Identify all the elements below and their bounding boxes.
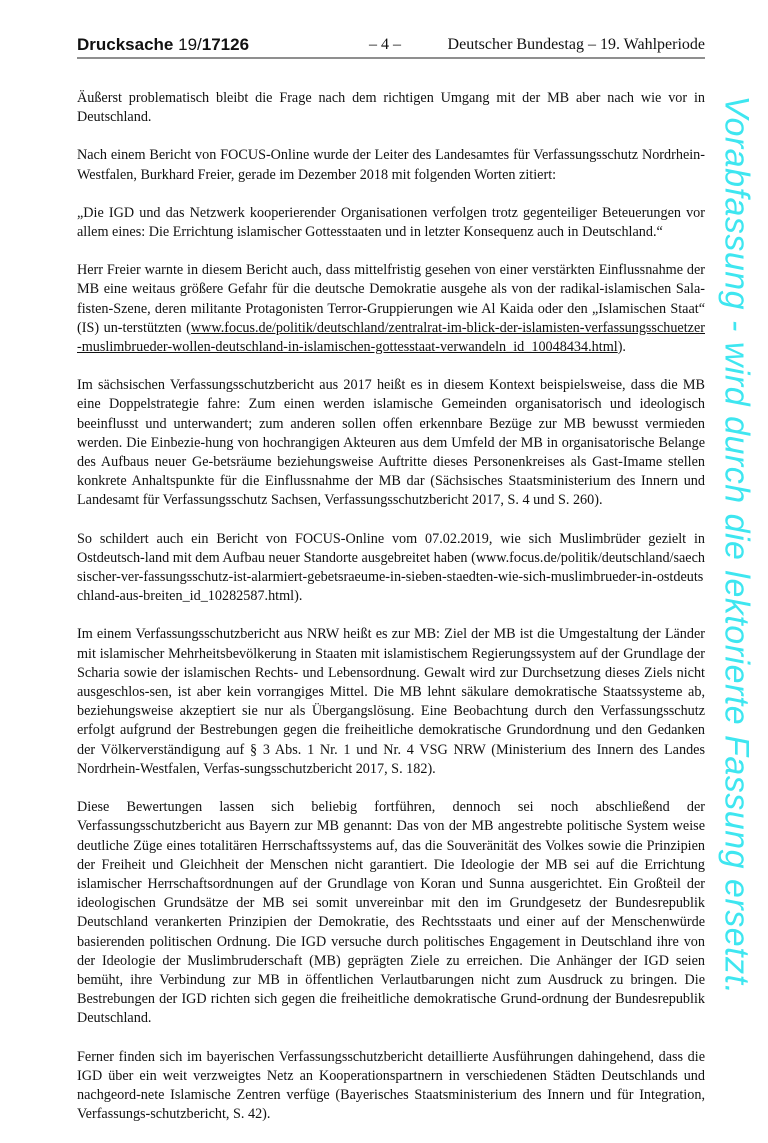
paragraph-9: Ferner finden sich im bayerischen Verfassungsschutzbericht detaillierte Ausführungen dahingehend, dass die IGD über ein weit verzweigtes Netz an Kooperationspartnern in verschiedenen Städten Deutschlands und nachgeord-nete Islamische Zentren verfüge (Bayerisches Staatsministerium des Innern und für Integration, Verfassungs-schutzbericht, S. 42). (77, 1048, 705, 1123)
paragraph-8: Diese Bewertungen lassen sich beliebig fortführen, dennoch sei noch abschließend der Verfassungsschutzbericht aus Bayern zur MB genannt: Das von der MB angestrebte politische System weise deutliche Züge eines totalitären Herrschaftssystems auf, das die Souveränität des Volkes sowie die Prinzipien der Freiheit und Gleichheit der Menschen nicht garantiert. Die Ideologie der MB sei auf die Errichtung islamischer Herrschaftsordnungen auf der Grundlage von Koran und Sunna ausgerichtet. Ein Großteil der ideologischen Grundsätze der MB sei somit unvereinbar mit den im Grundgesetz der Bundesrepublik Deutschland verankerten Prinzipien der Demokratie, des Rechtsstaats und einer auf der Menschenwürde basierenden politischen Ordnung. Die IGD versuche durch politisches Engagement in Deutschland ihre von der Ideologie der Muslimbruderschaft (MB) geprägten Ziele zu erreichen. Die Anhänger der IGD seien bemüht, ihre Verbindung zur MB in öffentlichen Verlautbarungen nicht zum Ausdruck zu bringen. Die Bestrebungen der IGD richten sich gegen die freiheitliche demokratische Grund-ordnung der Bundesrepublik Deutschland. (77, 799, 705, 1027)
focus-article-url: www.focus.de/politik/deutschland/saechsischer-ver-fassungsschutz-ist-alarmiert-gebetsraeume-in-sieben-staedten-wie-sich-muslimbrueder-in-ostdeutschland-aus-breiten_id_10282587.html (77, 549, 705, 605)
legislature-period: Deutscher Bundestag – 19. Wahlperiode (447, 36, 705, 53)
document-number: 17126 (201, 35, 250, 54)
focus-article-link[interactable]: www.focus.de/politik/deutschland/zentralrat-im-blick-der-islamisten-verfassungsschuetzer-muslimbrueder-wollen-deutschland-in-islamischen-gottesstaat-verwandeln_id_10048434.html (77, 319, 705, 356)
paragraph-6 (77, 530, 705, 607)
page-number: – 4 – (369, 36, 401, 53)
paragraph-4-text: Herr Freier warnte in diesem Bericht auch, dass mittelfristig gesehen von einer verstärkten Einflussnahme der MB eine weitaus größere Gefahr für die deutsche Demokratie ausgehe als von der radikal-islamischen Sala-fisten-Szene, deren militante Protagonisten Terror-Gruppierungen wie Al Kaida oder den „Islamischen Staat“ (IS) un-terstützten (77, 262, 705, 336)
paragraph-6-close: ). (294, 588, 303, 605)
paragraph-7: Im einem Verfassungsschutzbericht aus NRW heißt es zur MB: Ziel der MB ist die Umgestaltung der Länder mit islamischer Mehrheitsbevölkerung in Staaten mit islamistischem Regierungssystem auf der Grundlage der Scharia sowie der islamischen Rechts- und Lebensordnung. Gewalt wird zur Durchsetzung dieses Ziels nicht ausgeschlos-sen, ist aber kein vorrangiges Mittel. Die MB lehnt säkulare demokratische Staatssysteme ab, beziehungsweise akzeptiert sie nur als Übergangslösung. Eine Beobachtung durch den Verfassungsschutz erfolgt aufgrund der Bestrebungen gegen die freiheitliche demokratische Grundordnung und den Gedanken der Völkerverständigung auf § 3 Abs. 1 Nr. 1 und Nr. 4 VSG NRW (Ministerium des Innern des Landes Nordrhein-Westfalen, Verfas-sungsschutzbericht 2017, S. 182). (77, 626, 705, 777)
document-body (77, 89, 705, 1143)
paragraph-5: Im sächsischen Verfassungsschutzbericht aus 2017 heißt es in diesem Kontext beispielsweise, dass die MB eine Doppelstrategie fahre: Zum einen werden islamische Gemeinden organisatorisch und ideologisch beeinflusst und unterwandert; zum anderen sollen offen erkennbare Bezüge zur MB bewusst vermieden werden. Die Einbezie-hung von hochrangigen Akteuren aus dem Umfeld der MB in organisatorische Belange des Aufbaus neuer Ge-betsräume beziehungsweise Auftritte dieses Personenkreises als Gast-Imame stellen konkrete Anhaltspunkte für die Einflussnahme der MB dar (Sächsisches Staatsministerium des Innern und Landesamt für Verfassungsschutz Sachsen, Verfassungsschutzbericht 2017, S. 4 und S. 260). (77, 377, 705, 509)
paragraph-4-close: ). (617, 339, 626, 356)
document-number-prefix: 19/ (178, 35, 202, 54)
document-id (77, 34, 249, 56)
watermark-text: Vorabfassung - wird durch die lektorierte Fassung ersetzt. (717, 95, 756, 995)
paragraph-2: Nach einem Bericht von FOCUS-Online wurde der Leiter des Landesamtes für Verfassungsschutz Nordrhein-Westfalen, Burkhard Freier, gerade im Dezember 2018 mit folgenden Worten zitiert: (77, 147, 705, 183)
document-label: Drucksache (77, 35, 174, 54)
paragraph-6-text: So schildert auch ein Bericht von FOCUS-Online vom 07.02.2019, wie sich Muslimbrüder gezielt in Ostdeutsch-land mit dem Aufbau neuer Standorte ausgebreitet haben ( (77, 530, 705, 566)
paragraph-4 (77, 261, 705, 357)
paragraph-4-open: ( (186, 319, 191, 336)
draft-watermark (706, 95, 766, 995)
paragraph-1: Äußerst problematisch bleibt die Frage nach dem richtigen Umgang mit der MB aber nach wie vor in Deutschland. (77, 90, 705, 126)
header-divider (77, 57, 705, 59)
page-header (77, 34, 705, 56)
quote-paragraph: „Die IGD und das Netzwerk kooperierender Organisationen verfolgen trotz gegenteiliger Beteuerungen vor allem eines: Die Errichtung islamischer Gottesstaaten und in letzter Konsequenz auch in Deutschland.“ (77, 204, 705, 241)
